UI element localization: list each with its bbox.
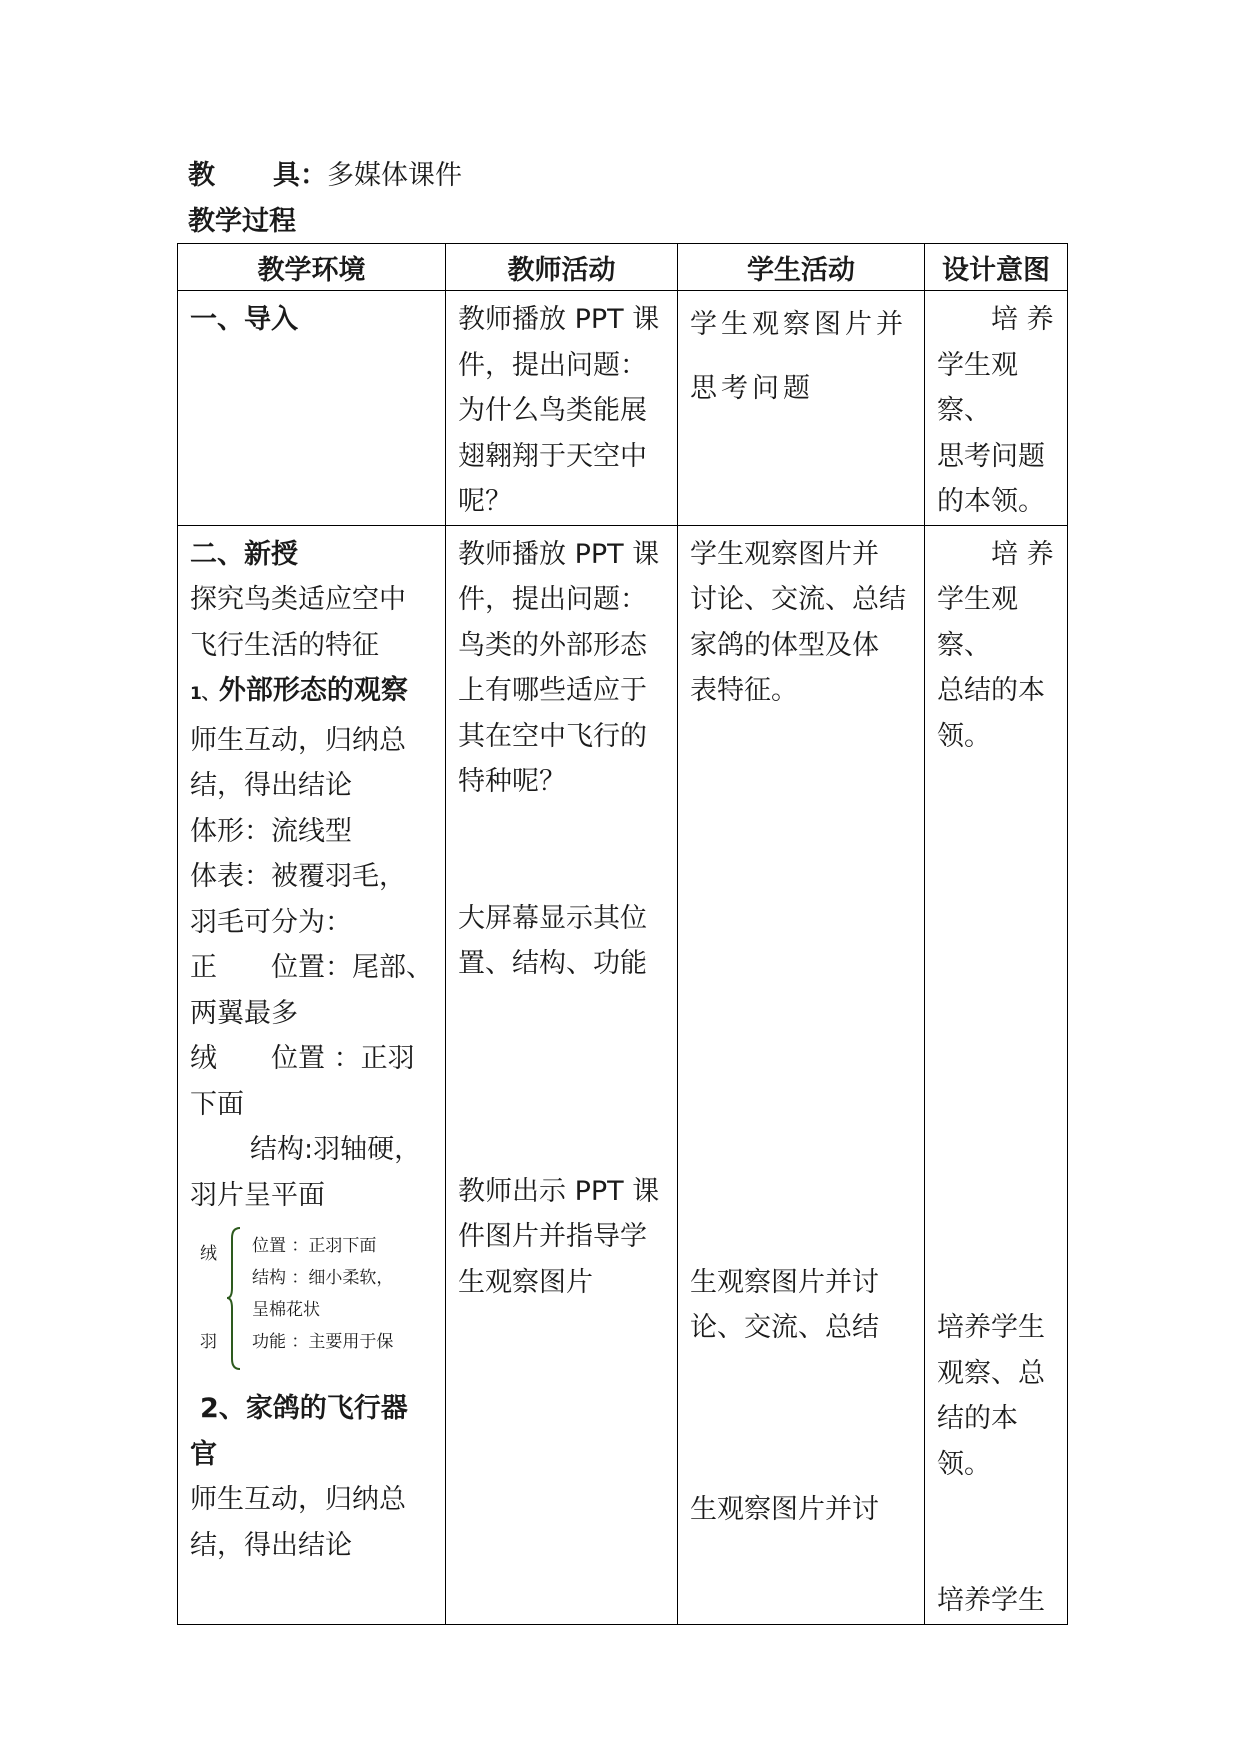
text-line: 生观察图片并讨 xyxy=(690,1266,879,1298)
text-line: 其在空中飞行的 xyxy=(458,720,647,752)
down-feather-brace-block xyxy=(190,1226,435,1376)
text-line: 领。 xyxy=(937,720,991,752)
text-line: 探究鸟类适应空中 xyxy=(190,584,406,615)
text-line: 飞行生活的特征 xyxy=(190,629,379,661)
text-line: 结，得出结论 xyxy=(190,770,352,801)
text-line: 生观察图片并讨 xyxy=(690,1493,879,1525)
brace-line: 功能 ：主要用于保 xyxy=(252,1332,394,1352)
text-line: 结，得出结论 xyxy=(190,1529,352,1561)
tools-value: 多媒体课件 xyxy=(327,160,462,191)
cell-intro-intent xyxy=(925,291,1068,526)
text-line: 讨论、交流、总结 xyxy=(690,584,906,615)
text-line: 学生观察、 xyxy=(937,349,1018,426)
subheading-external-form: 1、外部形态的观察 xyxy=(190,675,408,706)
curly-brace-icon xyxy=(226,1226,246,1371)
col-header-intent: 设计意图 xyxy=(925,244,1068,291)
lesson-plan-table xyxy=(177,243,1068,1625)
brace-line: 结构 ：细小柔软， xyxy=(252,1268,394,1288)
text-line: 鸟类的外部形态 xyxy=(458,629,647,661)
teaching-tools-line xyxy=(188,156,462,196)
text-line: 为什么鸟类能展 xyxy=(458,395,647,426)
col-header-teacher: 教师活动 xyxy=(446,244,678,291)
table-header-row xyxy=(178,244,1068,291)
brace-line: 呈棉花状 xyxy=(252,1300,320,1320)
text-line: 培 养 xyxy=(991,538,1054,570)
text-line: 呢？ xyxy=(458,486,512,517)
text-line: 件，提出问题： xyxy=(458,349,647,381)
text-line: 置、结构、功能 xyxy=(458,948,647,979)
text-line: 培 养 xyxy=(991,304,1054,335)
cell-intro-student xyxy=(678,291,925,526)
text-line: 思考问题 xyxy=(937,440,1045,472)
text-line: 件图片并指导学 xyxy=(458,1221,647,1252)
text-line: 论、交流、总结 xyxy=(690,1312,879,1343)
text-line: 教师播放 PPT 课 xyxy=(458,304,660,335)
text-line: 师生互动，归纳总 xyxy=(190,1484,406,1515)
text-line: 正 位置：尾部、 xyxy=(190,952,433,983)
cell-intro-teacher xyxy=(446,291,678,526)
intro-heading: 一、导入 xyxy=(190,304,298,335)
cell-intro-env xyxy=(178,291,446,526)
brace-char-bottom: 羽 xyxy=(200,1332,217,1352)
text-line: 教师出示 PPT 课 xyxy=(458,1175,660,1207)
text-line: 结构:羽轴硬， xyxy=(250,1134,422,1165)
col-header-student: 学生活动 xyxy=(678,244,925,291)
cell-new-teacher xyxy=(446,525,678,1624)
text-line: 家鸽的体型及体 xyxy=(690,629,879,661)
cell-new-env xyxy=(178,525,446,1624)
text-line: 思考问题 xyxy=(690,373,814,404)
text-line: 羽片呈平面 xyxy=(190,1179,325,1211)
text-line: 观察、总 xyxy=(937,1357,1045,1389)
brace-line: 位置 ：正羽下面 xyxy=(252,1236,377,1256)
subheading-flight-organs: 2、家鸽的飞行器 xyxy=(200,1393,408,1424)
text-line: 培养学生 xyxy=(937,1312,1045,1343)
text-line: 表特征。 xyxy=(690,675,798,706)
tools-label-b: 具： xyxy=(273,160,327,191)
text-line: 下面 xyxy=(190,1088,244,1120)
text-line: 师生互动，归纳总 xyxy=(190,724,406,756)
text-line: 羽毛可分为： xyxy=(190,906,352,938)
text-line: 两翼最多 xyxy=(190,997,298,1029)
text-line: 件，提出问题： xyxy=(458,584,647,615)
text-line: 体表：被覆羽毛， xyxy=(190,861,406,892)
text-line: 学生观察图片并 xyxy=(690,309,907,340)
text-line: 总结的本 xyxy=(937,675,1045,706)
text-line: 结的本领。 xyxy=(937,1403,1018,1480)
text-line: 学生观察图片并 xyxy=(690,538,879,570)
table-row-intro xyxy=(178,291,1068,526)
text-line: 教师播放 PPT 课 xyxy=(458,538,660,570)
subheading-flight-organs-cont: 官 xyxy=(190,1438,217,1470)
table-row-new-lesson xyxy=(178,525,1068,1624)
text-line: 体形：流线型 xyxy=(190,815,352,847)
text-line: 学生观察、 xyxy=(937,584,1018,661)
text-line: 翅翱翔于天空中 xyxy=(458,440,647,472)
text-line: 生观察图片 xyxy=(458,1266,593,1298)
cell-new-intent xyxy=(925,525,1068,1624)
text-line: 特种呢？ xyxy=(458,766,566,797)
text-line: 大屏幕显示其位 xyxy=(458,902,647,934)
text-line: 上有哪些适应于 xyxy=(458,675,647,706)
text-line: 培养学生 xyxy=(937,1585,1045,1616)
text-line: 的本领。 xyxy=(937,486,1045,517)
cell-new-student xyxy=(678,525,925,1624)
text-line: 绒 位置 ：正羽 xyxy=(190,1043,415,1074)
new-lesson-heading: 二、新授 xyxy=(190,538,298,570)
col-header-env: 教学环境 xyxy=(178,244,446,291)
process-title: 教学过程 xyxy=(188,206,296,237)
brace-char-top: 绒 xyxy=(200,1244,217,1264)
tools-label-a: 教 xyxy=(188,160,215,191)
